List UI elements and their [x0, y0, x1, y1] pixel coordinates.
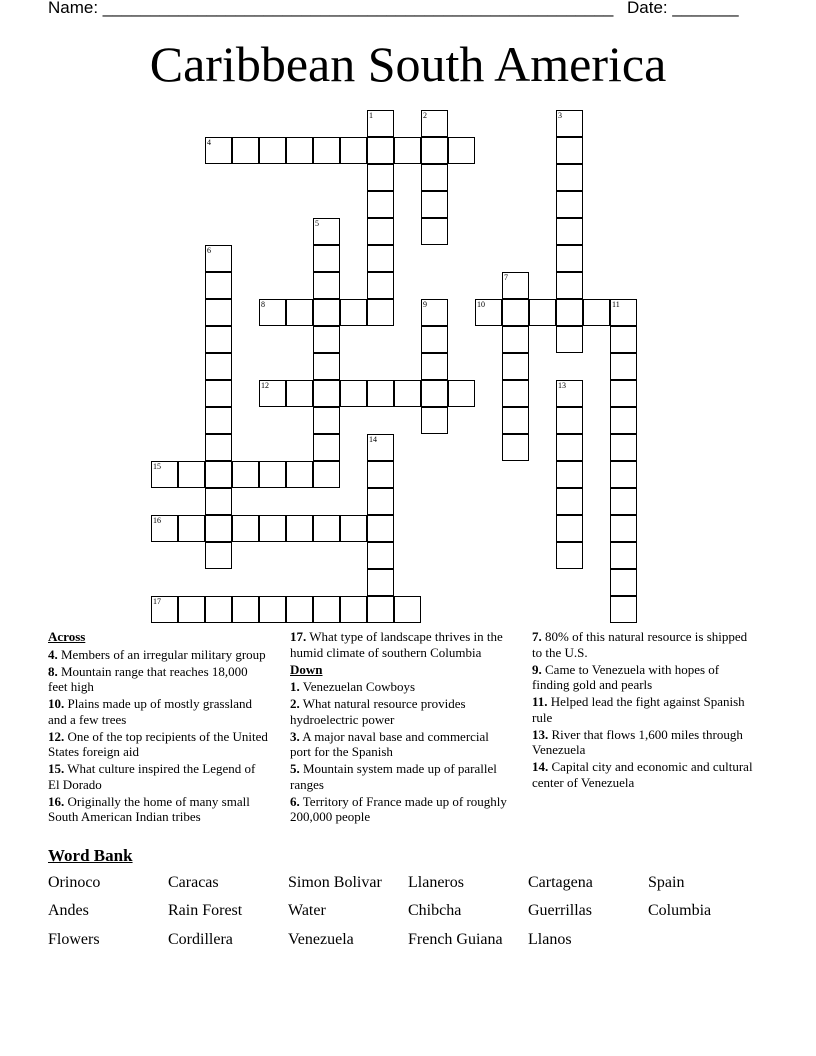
clue-number: 15.	[48, 761, 65, 776]
clue-text: Mountain range that reaches 18,000 feet high	[48, 663, 248, 694]
crossword-cell[interactable]	[367, 515, 394, 542]
word-bank-title: Word Bank	[48, 846, 133, 865]
crossword-cell[interactable]	[313, 380, 340, 407]
clue-number: 4.	[48, 646, 58, 662]
crossword-cell[interactable]	[502, 407, 529, 434]
clue-number: 12	[261, 381, 269, 390]
crossword-cell[interactable]	[205, 434, 232, 461]
crossword-cell[interactable]	[286, 596, 313, 623]
clue	[532, 662, 754, 693]
crossword-cell[interactable]	[610, 434, 637, 461]
crossword-cell[interactable]	[259, 461, 286, 488]
clue-text: 80% of this natural resource is shipped to the U.S.	[532, 629, 748, 660]
crossword-cell[interactable]	[610, 515, 637, 542]
crossword-cell[interactable]	[340, 380, 367, 407]
clue	[48, 664, 270, 695]
word-bank-item: Venezuela	[288, 931, 354, 948]
crossword-cell[interactable]	[502, 326, 529, 353]
crossword-cell[interactable]	[583, 299, 610, 326]
crossword-cell[interactable]	[205, 407, 232, 434]
clue-number: 13	[558, 381, 566, 390]
crossword-cell[interactable]	[502, 299, 529, 326]
crossword-cell[interactable]	[286, 137, 313, 164]
clue-number: 10	[477, 300, 485, 309]
crossword-cell[interactable]	[394, 380, 421, 407]
crossword-cell[interactable]	[556, 461, 583, 488]
crossword-cell[interactable]	[610, 326, 637, 353]
crossword-cell[interactable]	[502, 272, 529, 299]
crossword-cell[interactable]	[367, 272, 394, 299]
clue	[290, 729, 512, 760]
clue-number: 4	[207, 138, 211, 147]
crossword-cell[interactable]	[259, 515, 286, 542]
crossword-cell[interactable]	[421, 380, 448, 407]
clue-number: 14.	[532, 759, 549, 774]
clue	[532, 727, 754, 758]
crossword-cell[interactable]	[448, 137, 475, 164]
clue-number: 6	[207, 246, 211, 255]
date-field[interactable]: Date: _______	[627, 0, 739, 17]
clue-number: 15	[153, 462, 161, 471]
crossword-cell[interactable]	[286, 515, 313, 542]
crossword-cell[interactable]	[367, 488, 394, 515]
clue-text: Territory of France made up of roughly 200,000 people	[290, 793, 507, 824]
crossword-cell[interactable]	[313, 326, 340, 353]
clue-column-1	[48, 629, 270, 826]
crossword-cell[interactable]	[556, 515, 583, 542]
clue-number: 16.	[48, 793, 65, 809]
crossword-cell[interactable]	[502, 434, 529, 461]
clue	[48, 647, 270, 663]
crossword-cell[interactable]	[475, 299, 502, 326]
crossword-cell[interactable]	[286, 461, 313, 488]
word-bank-item: Spain	[648, 874, 685, 891]
crossword-cell[interactable]	[205, 461, 232, 488]
clue-text: What natural resource provides hydroelectric power	[290, 696, 466, 727]
crossword-cell[interactable]	[610, 542, 637, 569]
crossword-cell[interactable]	[313, 353, 340, 380]
crossword-cell[interactable]	[151, 515, 178, 542]
clue-number: 3.	[290, 728, 300, 744]
clue-number: 3	[558, 111, 562, 120]
clue-number: 11	[612, 300, 620, 309]
clue	[532, 759, 754, 790]
crossword-cell[interactable]	[421, 326, 448, 353]
word-bank-item: Caracas	[168, 874, 219, 891]
crossword-cell[interactable]	[286, 380, 313, 407]
clue-number: 7.	[532, 629, 542, 644]
crossword-cell[interactable]	[556, 542, 583, 569]
crossword-cell[interactable]	[340, 596, 367, 623]
crossword-cell[interactable]	[502, 353, 529, 380]
crossword-cell[interactable]	[259, 137, 286, 164]
clue	[532, 629, 754, 660]
clue	[290, 696, 512, 727]
word-bank-item: Cartagena	[528, 874, 593, 891]
word-bank-item: French Guiana	[408, 931, 503, 948]
clue-number: 9	[423, 300, 427, 309]
crossword-cell[interactable]	[556, 164, 583, 191]
crossword-cell[interactable]	[610, 461, 637, 488]
crossword-cell[interactable]	[556, 434, 583, 461]
crossword-cell[interactable]	[259, 299, 286, 326]
clue-text: What type of landscape thrives in the humid climate of southern Columbia	[290, 629, 503, 660]
crossword-cell[interactable]	[367, 110, 394, 137]
crossword-cell[interactable]	[421, 110, 448, 137]
crossword-cell[interactable]	[178, 596, 205, 623]
clue-number: 5	[315, 219, 319, 228]
crossword-cell[interactable]	[367, 542, 394, 569]
crossword-cell[interactable]	[259, 380, 286, 407]
word-bank-item: Rain Forest	[168, 902, 243, 919]
crossword-cell[interactable]	[556, 326, 583, 353]
crossword-cell[interactable]	[313, 299, 340, 326]
crossword-cell[interactable]	[205, 488, 232, 515]
crossword-cell[interactable]	[421, 299, 448, 326]
crossword-cell[interactable]	[205, 542, 232, 569]
crossword-cell[interactable]	[205, 380, 232, 407]
crossword-cell[interactable]	[313, 245, 340, 272]
crossword-cell[interactable]	[205, 596, 232, 623]
crossword-cell[interactable]	[313, 137, 340, 164]
crossword-cell[interactable]	[421, 218, 448, 245]
crossword-cell[interactable]	[313, 461, 340, 488]
clue	[290, 794, 512, 825]
crossword-cell[interactable]	[367, 380, 394, 407]
word-bank-item: Chibcha	[408, 902, 462, 919]
crossword-cell[interactable]	[367, 245, 394, 272]
crossword-cell[interactable]	[205, 299, 232, 326]
clue	[48, 761, 270, 792]
crossword-cell[interactable]	[313, 407, 340, 434]
clue-number: 17.	[290, 629, 307, 644]
word-bank-item: Flowers	[48, 931, 100, 948]
clue-number: 11.	[532, 694, 548, 709]
clue-number: 6.	[290, 793, 300, 809]
clue-text: Venezuelan Cowboys	[302, 679, 416, 694]
clue-number: 2	[423, 111, 427, 120]
crossword-cell[interactable]	[340, 137, 367, 164]
crossword-cell[interactable]	[205, 353, 232, 380]
crossword-cell[interactable]	[421, 164, 448, 191]
crossword-cell[interactable]	[421, 407, 448, 434]
word-bank-item: Guerrillas	[528, 902, 592, 919]
crossword-cell[interactable]	[610, 380, 637, 407]
crossword-cell[interactable]	[232, 137, 259, 164]
clue-number: 2.	[290, 696, 300, 711]
crossword-cell[interactable]	[421, 353, 448, 380]
clue-text: What culture inspired the Legend of El Dorado	[48, 761, 256, 792]
crossword-cell[interactable]	[367, 137, 394, 164]
crossword-cell[interactable]	[232, 515, 259, 542]
clue	[290, 629, 512, 660]
clue-number: 1	[369, 111, 373, 120]
crossword-cell[interactable]	[556, 272, 583, 299]
crossword-cell[interactable]	[502, 380, 529, 407]
clue-number: 17	[153, 597, 161, 606]
crossword-cell[interactable]	[556, 488, 583, 515]
crossword-cell[interactable]	[556, 245, 583, 272]
clue-text: A major naval base and commercial port for the Spanish	[290, 728, 489, 759]
crossword-cell[interactable]	[313, 218, 340, 245]
crossword-cell[interactable]	[610, 299, 637, 326]
crossword-cell[interactable]	[556, 299, 583, 326]
clue-text: Mountain system made up of parallel ranges	[290, 761, 497, 792]
crossword-cell[interactable]	[556, 191, 583, 218]
clue-number: 9.	[532, 661, 542, 677]
word-bank-item: Llaneros	[408, 874, 464, 891]
crossword-cell[interactable]	[610, 596, 637, 623]
crossword-cell[interactable]	[610, 353, 637, 380]
crossword-cell[interactable]	[610, 488, 637, 515]
clue	[532, 694, 754, 725]
clue-number: 14	[369, 435, 377, 444]
crossword-cell[interactable]	[448, 380, 475, 407]
clue	[48, 696, 270, 727]
clue-number: 7	[504, 273, 508, 282]
crossword-cell[interactable]	[367, 218, 394, 245]
clue-text: Members of an irregular military group	[61, 646, 266, 662]
clue-text: Capital city and economic and cultural center of Venezuela	[532, 759, 753, 790]
crossword-cell[interactable]	[205, 137, 232, 164]
crossword-cell[interactable]	[286, 299, 313, 326]
crossword-cell[interactable]	[556, 110, 583, 137]
crossword-cell[interactable]	[151, 596, 178, 623]
clue-number: 1.	[290, 679, 300, 694]
crossword-cell[interactable]	[367, 461, 394, 488]
clue-column-3	[532, 629, 754, 792]
word-bank-item: Orinoco	[48, 874, 101, 891]
crossword-cell[interactable]	[394, 137, 421, 164]
crossword-cell[interactable]	[529, 299, 556, 326]
clue-section-heading: Across	[48, 629, 86, 644]
word-bank-item: Llanos	[528, 931, 572, 948]
word-bank-item: Cordillera	[168, 931, 233, 948]
crossword-cell[interactable]	[313, 515, 340, 542]
crossword-cell[interactable]	[367, 299, 394, 326]
crossword-cell[interactable]	[421, 137, 448, 164]
crossword-cell[interactable]	[205, 245, 232, 272]
crossword-cell[interactable]	[313, 434, 340, 461]
crossword-cell[interactable]	[205, 272, 232, 299]
crossword-cell[interactable]	[610, 569, 637, 596]
crossword-cell[interactable]	[367, 434, 394, 461]
crossword-cell[interactable]	[394, 596, 421, 623]
clue-column-2	[290, 629, 512, 826]
word-bank-item: Simon Bolivar	[288, 874, 382, 891]
crossword-cell[interactable]	[205, 326, 232, 353]
clue-number: 10.	[48, 696, 65, 711]
crossword-cell[interactable]	[313, 596, 340, 623]
clue-section-heading: Down	[290, 661, 323, 677]
crossword-cell[interactable]	[367, 191, 394, 218]
page-title: Caribbean South America	[149, 36, 667, 92]
clue-number: 8.	[48, 663, 58, 679]
clue-text: Helped lead the fight against Spanish rule	[532, 694, 745, 725]
crossword-cell[interactable]	[232, 596, 259, 623]
crossword-cell[interactable]	[313, 272, 340, 299]
crossword-cell[interactable]	[556, 137, 583, 164]
clue-number: 8	[261, 300, 265, 309]
name-field[interactable]: Name: ______________________________________________________	[48, 0, 614, 17]
clue-text: Plains made up of mostly grassland and a few trees	[48, 696, 253, 727]
clue-text: River that flows 1,600 miles through Venezuela	[532, 726, 743, 757]
crossword-cell[interactable]	[556, 218, 583, 245]
clue-number: 12.	[48, 728, 65, 744]
clue	[290, 761, 512, 792]
crossword-cell[interactable]	[610, 407, 637, 434]
crossword-cell[interactable]	[340, 299, 367, 326]
crossword-cell[interactable]	[556, 407, 583, 434]
crossword-cell[interactable]	[178, 515, 205, 542]
crossword-cell[interactable]	[205, 515, 232, 542]
clue-number: 5.	[290, 761, 300, 776]
crossword-cell[interactable]	[421, 191, 448, 218]
crossword-cell[interactable]	[178, 461, 205, 488]
clue-text: Originally the home of many small South American Indian tribes	[48, 793, 250, 824]
clue	[290, 679, 512, 695]
clue-text: One of the top recipients of the United States foreign aid	[48, 728, 268, 759]
clue-text: Came to Venezuela with hopes of finding gold and pearls	[532, 661, 720, 692]
crossword-cell[interactable]	[151, 461, 178, 488]
word-bank-item: Water	[288, 902, 326, 919]
clue-number: 13.	[532, 726, 549, 742]
clue	[48, 794, 270, 825]
crossword-cell[interactable]	[259, 596, 286, 623]
crossword-cell[interactable]	[367, 164, 394, 191]
crossword-cell[interactable]	[340, 515, 367, 542]
crossword-cell[interactable]	[367, 596, 394, 623]
word-bank-item: Andes	[48, 902, 89, 919]
clue-number: 16	[153, 516, 161, 525]
clue	[48, 729, 270, 760]
word-bank-item: Columbia	[648, 902, 712, 919]
crossword-cell[interactable]	[232, 461, 259, 488]
crossword-cell[interactable]	[367, 569, 394, 596]
crossword-cell[interactable]	[556, 380, 583, 407]
